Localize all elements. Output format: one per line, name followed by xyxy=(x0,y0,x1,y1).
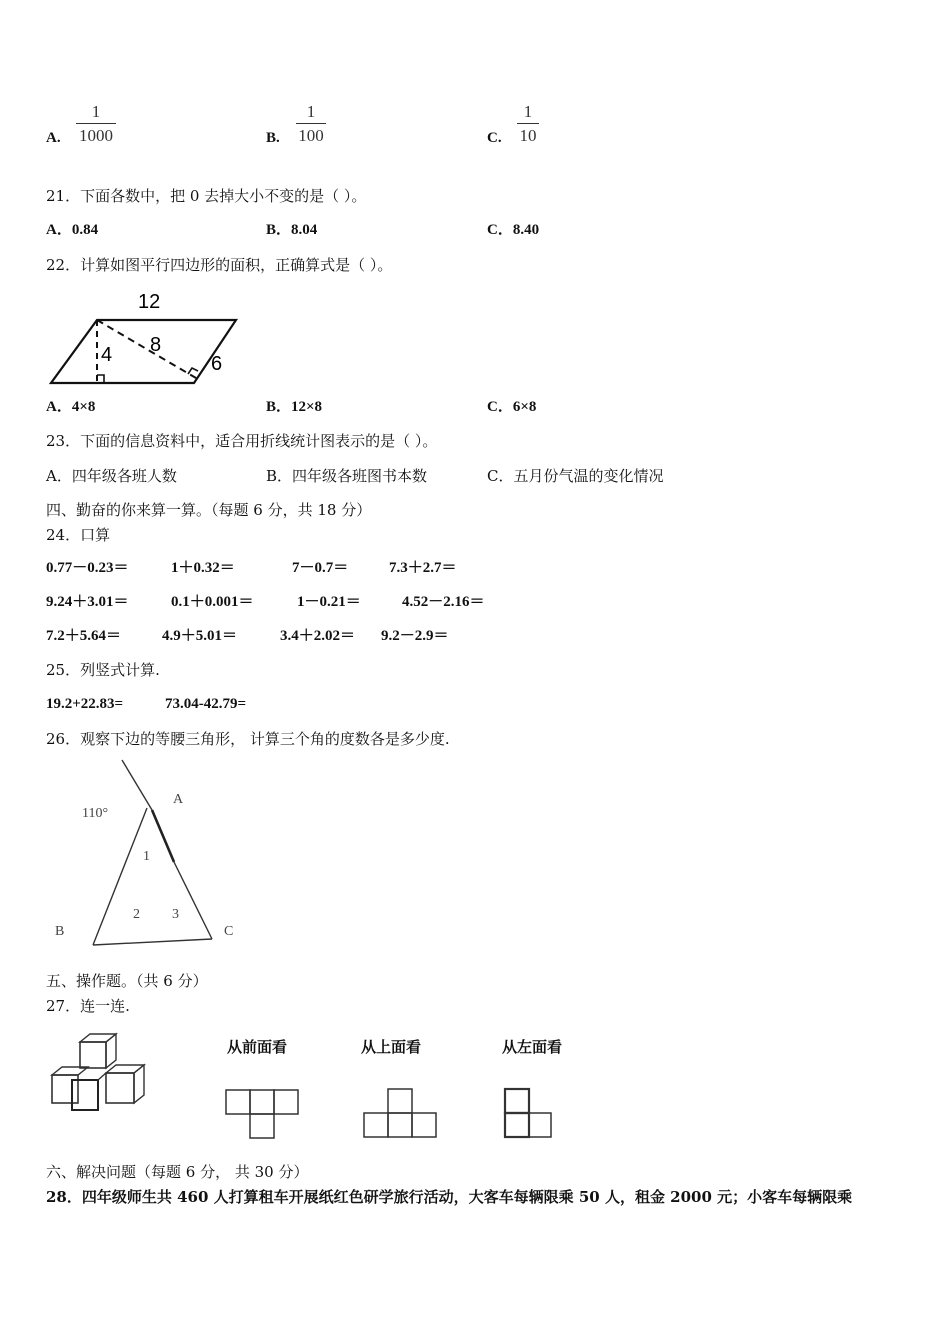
q24-r1-c1: 0.77－0.23＝ xyxy=(46,560,129,576)
label-12: 12 xyxy=(138,291,161,313)
front-view-shape xyxy=(226,1090,298,1138)
q27-stem: 27．连一连. xyxy=(46,997,130,1015)
fraction-numerator: 1 xyxy=(523,102,533,121)
q22-option-c: C．6×8 xyxy=(487,399,537,415)
vertex-a-label: A xyxy=(173,792,184,807)
q24-r1-c4: 7.3＋2.7＝ xyxy=(389,560,457,576)
view-top-label: 从上面看 xyxy=(361,1038,422,1056)
q24-stem: 24．口算 xyxy=(46,526,111,544)
section4-title: 四、勤奋的你来算一算。（每题 6 分，共 18 分） xyxy=(46,501,372,519)
q28-stem: 28．四年级师生共 460 人打算租车开展纸红色研学旅行活动，大客车每辆限乘 50 人，租金 2000 元；小客车每辆限乘 xyxy=(46,1188,853,1206)
q24-r3-c1: 7.2＋5.64＝ xyxy=(46,628,122,644)
vertex-c-label: C xyxy=(224,924,234,939)
q24-r3-c4: 9.2－2.9＝ xyxy=(381,628,449,644)
q26-stem: 26．观察下边的等腰三角形， 计算三个角的度数各是多少度. xyxy=(46,730,450,748)
fraction-numerator: 1 xyxy=(306,102,316,121)
q20-option-a-letter: A. xyxy=(46,130,61,146)
vertex-b-label: B xyxy=(55,924,65,939)
angle-2-label: 2 xyxy=(133,907,140,922)
fraction-denominator: 1000 xyxy=(79,126,113,145)
q24-r1-c3: 7－0.7＝ xyxy=(292,560,349,576)
q24-r2-c3: 1－0.21＝ xyxy=(297,594,361,610)
q24-r1-c2: 1＋0.32＝ xyxy=(171,560,235,576)
q21-option-a: A．0.84 xyxy=(46,222,99,238)
fraction-denominator: 10 xyxy=(519,126,537,145)
q25-item-1: 19.2+22.83= xyxy=(46,696,124,712)
q25-item-2: 73.04-42.79= xyxy=(165,696,247,712)
section6-title: 六、解决问题（每题 6 分， 共 30 分） xyxy=(46,1163,309,1181)
q23-stem: 23．下面的信息资料中，适合用折线统计图表示的是（ ）。 xyxy=(46,432,438,450)
q23-option-b: B．四年级各班图书本数 xyxy=(266,467,428,485)
label-8: 8 xyxy=(150,334,162,356)
fraction-denominator: 100 xyxy=(298,126,324,145)
top-view-shape xyxy=(364,1089,436,1137)
q22-option-a: A．4×8 xyxy=(46,399,96,415)
q25-stem: 25．列竖式计算. xyxy=(46,661,160,679)
fraction-numerator: 1 xyxy=(91,102,101,121)
label-4: 4 xyxy=(101,344,113,366)
q21-stem: 21．下面各数中，把 0 去掉大小不变的是（ ）。 xyxy=(46,187,367,205)
q24-r3-c2: 4.9＋5.01＝ xyxy=(162,628,238,644)
angle-110-label: 110° xyxy=(82,806,109,821)
left-view-shape xyxy=(505,1089,551,1137)
q24-r2-c2: 0.1＋0.001＝ xyxy=(171,594,254,610)
q23-option-a: A．四年级各班人数 xyxy=(46,467,177,485)
q22-stem: 22．计算如图平行四边形的面积，正确算式是（ ）。 xyxy=(46,256,393,274)
q24-r2-c1: 9.24＋3.01＝ xyxy=(46,594,129,610)
angle-1-label: 1 xyxy=(143,849,150,864)
view-front-label: 从前面看 xyxy=(227,1038,288,1056)
q21-option-b: B．8.04 xyxy=(266,222,318,238)
q22-option-b: B．12×8 xyxy=(266,399,323,415)
q24-r3-c3: 3.4＋2.02＝ xyxy=(280,628,356,644)
q21-option-c: C．8.40 xyxy=(487,222,540,238)
q20-option-c-letter: C. xyxy=(487,130,502,146)
label-6: 6 xyxy=(211,353,223,375)
angle-3-label: 3 xyxy=(172,907,179,922)
view-left-label: 从左面看 xyxy=(502,1038,563,1056)
q23-option-c: C．五月份气温的变化情况 xyxy=(487,467,664,485)
q24-r2-c4: 4.52－2.16＝ xyxy=(402,594,485,610)
q20-option-b-letter: B. xyxy=(266,130,280,146)
section5-title: 五、操作题。（共 6 分） xyxy=(46,972,208,990)
